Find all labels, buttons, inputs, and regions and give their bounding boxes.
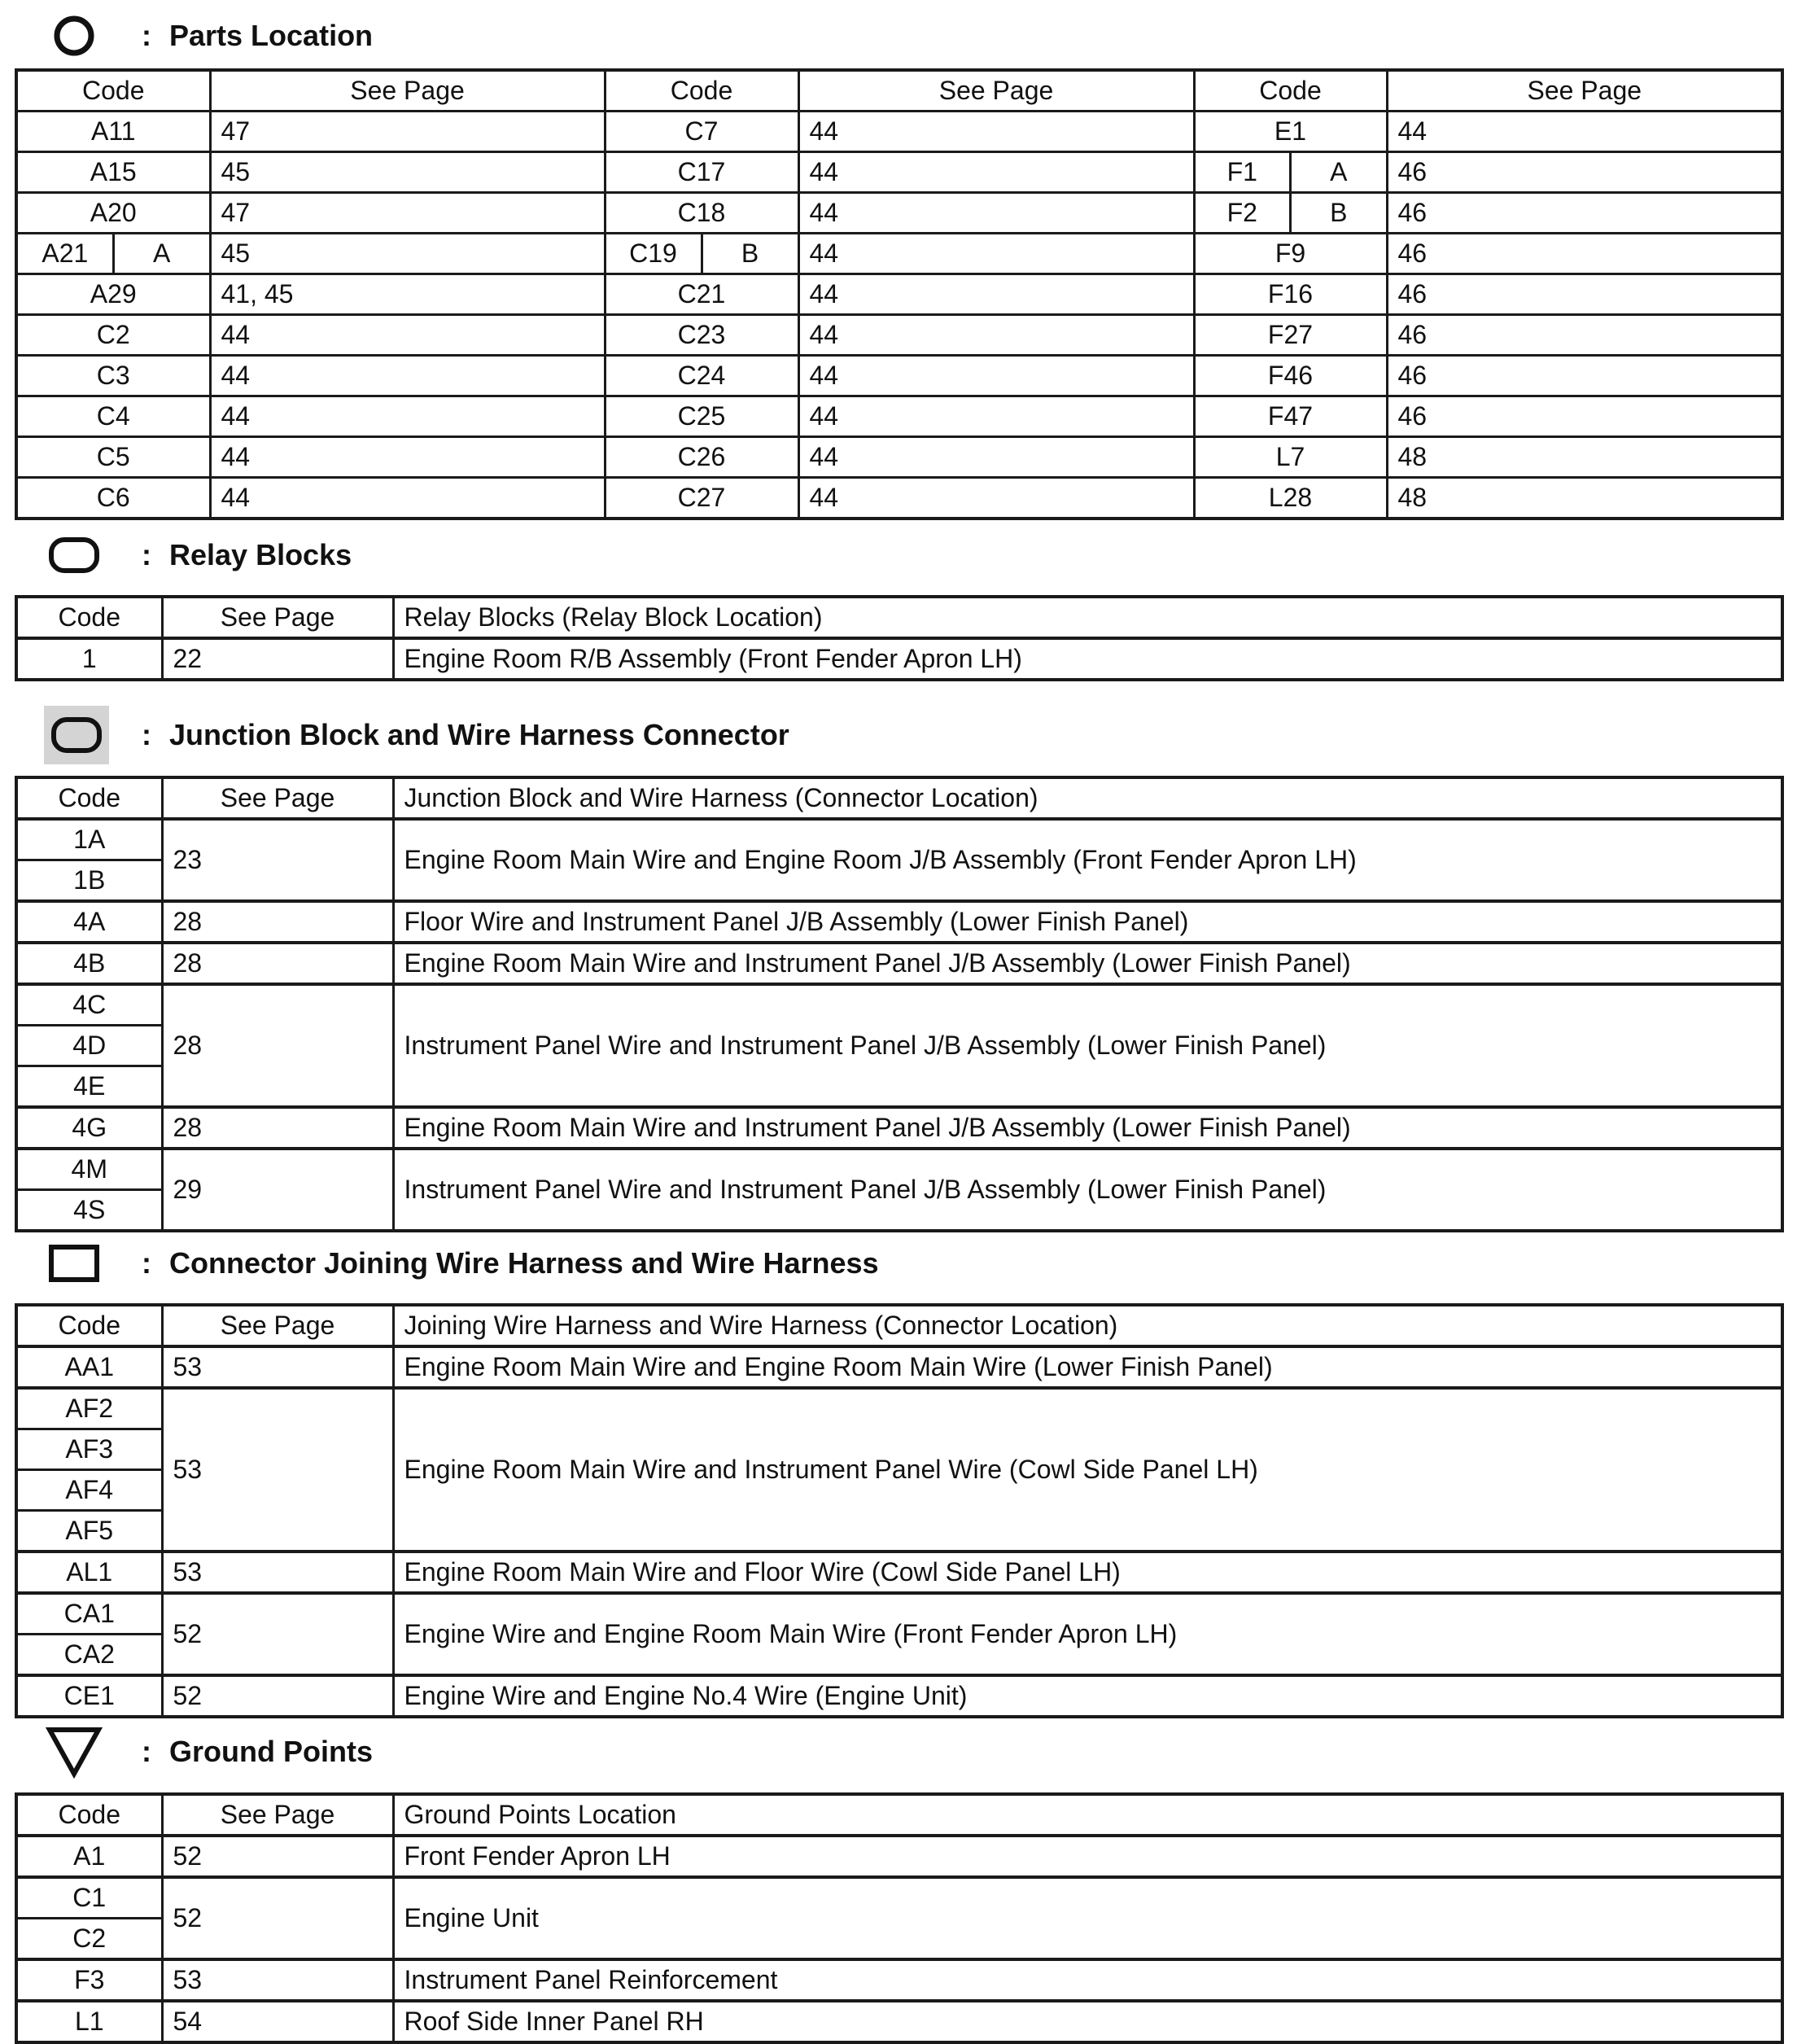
- location-cell: Roof Side Inner Panel RH: [393, 2001, 1782, 2042]
- page-cell: 44: [798, 396, 1194, 437]
- code-cell: AF5: [16, 1511, 162, 1552]
- section-title: Parts Location: [169, 19, 374, 52]
- page-cell: 44: [210, 356, 605, 396]
- code-cell: L1: [16, 2001, 162, 2042]
- location-cell: Front Fender Apron LH: [393, 1836, 1782, 1877]
- code-cell: AF3: [16, 1429, 162, 1470]
- code-cell: 4C: [16, 984, 162, 1026]
- code-cell: C24: [605, 356, 798, 396]
- code-cell: C7: [605, 112, 798, 152]
- page-cell: 44: [798, 478, 1194, 519]
- location-cell: Engine Wire and Engine Room Main Wire (Front Fender Apron LH): [393, 1593, 1782, 1675]
- code-cell: 1: [16, 638, 162, 680]
- section-header-junction-block: [44, 702, 789, 768]
- page-cell: 44: [210, 315, 605, 356]
- column-header: Junction Block and Wire Harness (Connector Location): [393, 777, 1782, 819]
- section-header-relay-blocks: [44, 523, 352, 588]
- code-cell: C26: [605, 437, 798, 478]
- page-cell: 28: [162, 984, 393, 1107]
- code-cell: 1A: [16, 819, 162, 860]
- page-cell: 52: [162, 1593, 393, 1675]
- column-header: See Page: [1387, 70, 1782, 112]
- section-title: Ground Points: [169, 1735, 373, 1768]
- page-cell: 23: [162, 819, 393, 901]
- code-split: [1196, 153, 1386, 191]
- column-header: Code: [605, 70, 798, 112]
- code-cell: [16, 234, 210, 274]
- code-split: [606, 234, 798, 273]
- page-cell: 53: [162, 1388, 393, 1552]
- location-cell: Engine Room Main Wire and Floor Wire (Cowl Side Panel LH): [393, 1552, 1782, 1593]
- table-row: [16, 396, 1782, 437]
- column-header: See Page: [162, 777, 393, 819]
- location-cell: Floor Wire and Instrument Panel J/B Assembly (Lower Finish Panel): [393, 901, 1782, 943]
- code-value: C19: [606, 234, 703, 273]
- page-cell: 44: [798, 356, 1194, 396]
- location-cell: Engine Unit: [393, 1877, 1782, 1959]
- ground-points-table: [15, 1792, 1784, 2044]
- page-cell: 44: [1387, 112, 1782, 152]
- code-cell: A29: [16, 274, 210, 315]
- column-header: Joining Wire Harness and Wire Harness (Connector Location): [393, 1305, 1782, 1346]
- page-cell: 44: [210, 437, 605, 478]
- code-cell: CA1: [16, 1593, 162, 1635]
- column-header: See Page: [798, 70, 1194, 112]
- page-cell: 28: [162, 901, 393, 943]
- parts-location-table: [15, 68, 1784, 520]
- table-row: [16, 437, 1782, 478]
- page-cell: 45: [210, 152, 605, 193]
- section-header-ground-points: [44, 1719, 373, 1784]
- section-colon: :: [142, 19, 151, 52]
- table-row: [16, 1346, 1782, 1388]
- code-cell: F46: [1194, 356, 1387, 396]
- page-cell: 53: [162, 1552, 393, 1593]
- code-cell: C1: [16, 1877, 162, 1919]
- column-header: See Page: [162, 1794, 393, 1836]
- page-cell: 54: [162, 2001, 393, 2042]
- section-title: Connector Joining Wire Harness and Wire Harness: [169, 1246, 879, 1280]
- code-cell: AF4: [16, 1470, 162, 1511]
- code-cell: L28: [1194, 478, 1387, 519]
- section-colon: :: [142, 1246, 151, 1280]
- location-cell: Engine Room R/B Assembly (Front Fender Apron LH): [393, 638, 1782, 680]
- page-cell: 44: [798, 274, 1194, 315]
- page-cell: 53: [162, 1346, 393, 1388]
- code-cell: 4E: [16, 1066, 162, 1108]
- shaded-rounded-rect-icon: [44, 706, 109, 764]
- page-cell: 29: [162, 1149, 393, 1231]
- page-cell: 44: [798, 437, 1194, 478]
- section-colon: :: [142, 718, 151, 751]
- page-cell: 44: [210, 478, 605, 519]
- code-cell: F3: [16, 1959, 162, 2001]
- code-cell: C17: [605, 152, 798, 193]
- table-row: [16, 1959, 1782, 2001]
- page-cell: 46: [1387, 356, 1782, 396]
- location-cell: Instrument Panel Reinforcement: [393, 1959, 1782, 2001]
- page-cell: 46: [1387, 152, 1782, 193]
- section-title: Relay Blocks: [169, 538, 352, 571]
- page-cell: 44: [798, 152, 1194, 193]
- table-row: [16, 943, 1782, 984]
- page-cell: 22: [162, 638, 393, 680]
- circle-icon: [44, 6, 104, 66]
- column-header: Code: [1194, 70, 1387, 112]
- code-sub-value: A: [152, 239, 171, 268]
- code-cell: 4B: [16, 943, 162, 984]
- table-row: [16, 1149, 1782, 1190]
- code-cell: 4D: [16, 1026, 162, 1066]
- page-cell: 53: [162, 1959, 393, 2001]
- code-cell: AA1: [16, 1346, 162, 1388]
- section-header-parts-location: [44, 3, 373, 68]
- table-row: [16, 1388, 1782, 1429]
- code-cell: C4: [16, 396, 210, 437]
- code-sub-value: B: [741, 239, 759, 268]
- code-cell: C23: [605, 315, 798, 356]
- table-header-row: [16, 70, 1782, 112]
- code-sub-value: B: [1330, 198, 1348, 227]
- location-cell: Engine Room Main Wire and Instrument Panel Wire (Cowl Side Panel LH): [393, 1388, 1782, 1552]
- table-row: [16, 984, 1782, 1026]
- column-header: See Page: [162, 597, 393, 638]
- code-value: F1: [1196, 153, 1292, 191]
- table-row: [16, 274, 1782, 315]
- table-row: [16, 112, 1782, 152]
- page-cell: 46: [1387, 396, 1782, 437]
- code-cell: 4M: [16, 1149, 162, 1190]
- page-cell: 47: [210, 112, 605, 152]
- table-row: [16, 478, 1782, 519]
- column-header: Code: [16, 1305, 162, 1346]
- page-cell: 47: [210, 193, 605, 234]
- code-split: [1196, 194, 1386, 232]
- column-header: See Page: [162, 1305, 393, 1346]
- column-header: See Page: [210, 70, 605, 112]
- table-header-row: [16, 597, 1782, 638]
- column-header: Code: [16, 70, 210, 112]
- table-row: [16, 152, 1782, 193]
- page-cell: 28: [162, 1107, 393, 1149]
- code-cell: F47: [1194, 396, 1387, 437]
- code-cell: A20: [16, 193, 210, 234]
- code-cell: A1: [16, 1836, 162, 1877]
- code-cell: AL1: [16, 1552, 162, 1593]
- code-cell: AF2: [16, 1388, 162, 1429]
- code-cell: C3: [16, 356, 210, 396]
- code-cell: F27: [1194, 315, 1387, 356]
- code-cell: [1194, 193, 1387, 234]
- page-cell: 52: [162, 1675, 393, 1717]
- table-row: [16, 819, 1782, 860]
- junction-block-table: [15, 776, 1784, 1232]
- page-cell: 44: [798, 234, 1194, 274]
- page-cell: 52: [162, 1877, 393, 1959]
- location-cell: Engine Room Main Wire and Instrument Panel J/B Assembly (Lower Finish Panel): [393, 1107, 1782, 1149]
- code-cell: F9: [1194, 234, 1387, 274]
- page-cell: 48: [1387, 478, 1782, 519]
- table-row: [16, 1877, 1782, 1919]
- code-cell: 4A: [16, 901, 162, 943]
- page-cell: 44: [798, 315, 1194, 356]
- column-header: Relay Blocks (Relay Block Location): [393, 597, 1782, 638]
- table-header-row: [16, 1794, 1782, 1836]
- table-row: [16, 234, 1782, 274]
- table-header-row: [16, 777, 1782, 819]
- code-cell: A15: [16, 152, 210, 193]
- code-cell: C2: [16, 315, 210, 356]
- table-row: [16, 1107, 1782, 1149]
- table-row: [16, 2001, 1782, 2042]
- page-cell: 46: [1387, 315, 1782, 356]
- location-cell: Instrument Panel Wire and Instrument Panel J/B Assembly (Lower Finish Panel): [393, 1149, 1782, 1231]
- square-icon: [44, 1233, 104, 1293]
- relay-blocks-table: [15, 595, 1784, 681]
- section-title: Junction Block and Wire Harness Connector: [169, 718, 789, 751]
- code-cell: CE1: [16, 1675, 162, 1717]
- page-cell: 46: [1387, 193, 1782, 234]
- triangle-down-icon: [44, 1722, 104, 1782]
- code-cell: [1194, 152, 1387, 193]
- code-cell: [605, 234, 798, 274]
- section-header-connector-joining: [44, 1231, 879, 1296]
- table-header-row: [16, 1305, 1782, 1346]
- table-row: [16, 1836, 1782, 1877]
- code-split: [18, 234, 209, 273]
- column-header: Code: [16, 777, 162, 819]
- page-cell: 41, 45: [210, 274, 605, 315]
- location-cell: Engine Room Main Wire and Engine Room Main Wire (Lower Finish Panel): [393, 1346, 1782, 1388]
- table-row: [16, 315, 1782, 356]
- code-cell: C6: [16, 478, 210, 519]
- location-cell: Instrument Panel Wire and Instrument Panel J/B Assembly (Lower Finish Panel): [393, 984, 1782, 1107]
- column-header: Code: [16, 1794, 162, 1836]
- table-row: [16, 638, 1782, 680]
- table-row: [16, 1593, 1782, 1635]
- connector-joining-table: [15, 1303, 1784, 1718]
- page-cell: 45: [210, 234, 605, 274]
- code-cell: CA2: [16, 1635, 162, 1676]
- code-cell: 1B: [16, 860, 162, 902]
- code-cell: C5: [16, 437, 210, 478]
- code-value: A21: [18, 234, 115, 273]
- code-cell: 4S: [16, 1190, 162, 1232]
- code-cell: C21: [605, 274, 798, 315]
- table-row: [16, 193, 1782, 234]
- page-cell: 52: [162, 1836, 393, 1877]
- code-cell: C25: [605, 396, 798, 437]
- column-header: Ground Points Location: [393, 1794, 1782, 1836]
- code-sub-value: A: [1330, 157, 1348, 186]
- code-value: F2: [1196, 194, 1292, 232]
- rounded-rect-icon: [44, 525, 104, 585]
- code-cell: F16: [1194, 274, 1387, 315]
- section-colon: :: [142, 538, 151, 571]
- table-row: [16, 901, 1782, 943]
- page-cell: 44: [210, 396, 605, 437]
- page-cell: 46: [1387, 274, 1782, 315]
- table-row: [16, 356, 1782, 396]
- table-row: [16, 1675, 1782, 1717]
- page-cell: 44: [798, 112, 1194, 152]
- location-cell: Engine Room Main Wire and Instrument Panel J/B Assembly (Lower Finish Panel): [393, 943, 1782, 984]
- page-cell: 46: [1387, 234, 1782, 274]
- page-cell: 48: [1387, 437, 1782, 478]
- code-cell: C2: [16, 1919, 162, 1960]
- location-cell: Engine Wire and Engine No.4 Wire (Engine Unit): [393, 1675, 1782, 1717]
- location-cell: Engine Room Main Wire and Engine Room J/B Assembly (Front Fender Apron LH): [393, 819, 1782, 901]
- code-cell: L7: [1194, 437, 1387, 478]
- page-cell: 44: [798, 193, 1194, 234]
- section-colon: :: [142, 1735, 151, 1768]
- code-cell: A11: [16, 112, 210, 152]
- column-header: Code: [16, 597, 162, 638]
- code-cell: 4G: [16, 1107, 162, 1149]
- page-cell: 28: [162, 943, 393, 984]
- code-cell: C27: [605, 478, 798, 519]
- table-row: [16, 1552, 1782, 1593]
- code-cell: E1: [1194, 112, 1387, 152]
- code-cell: C18: [605, 193, 798, 234]
